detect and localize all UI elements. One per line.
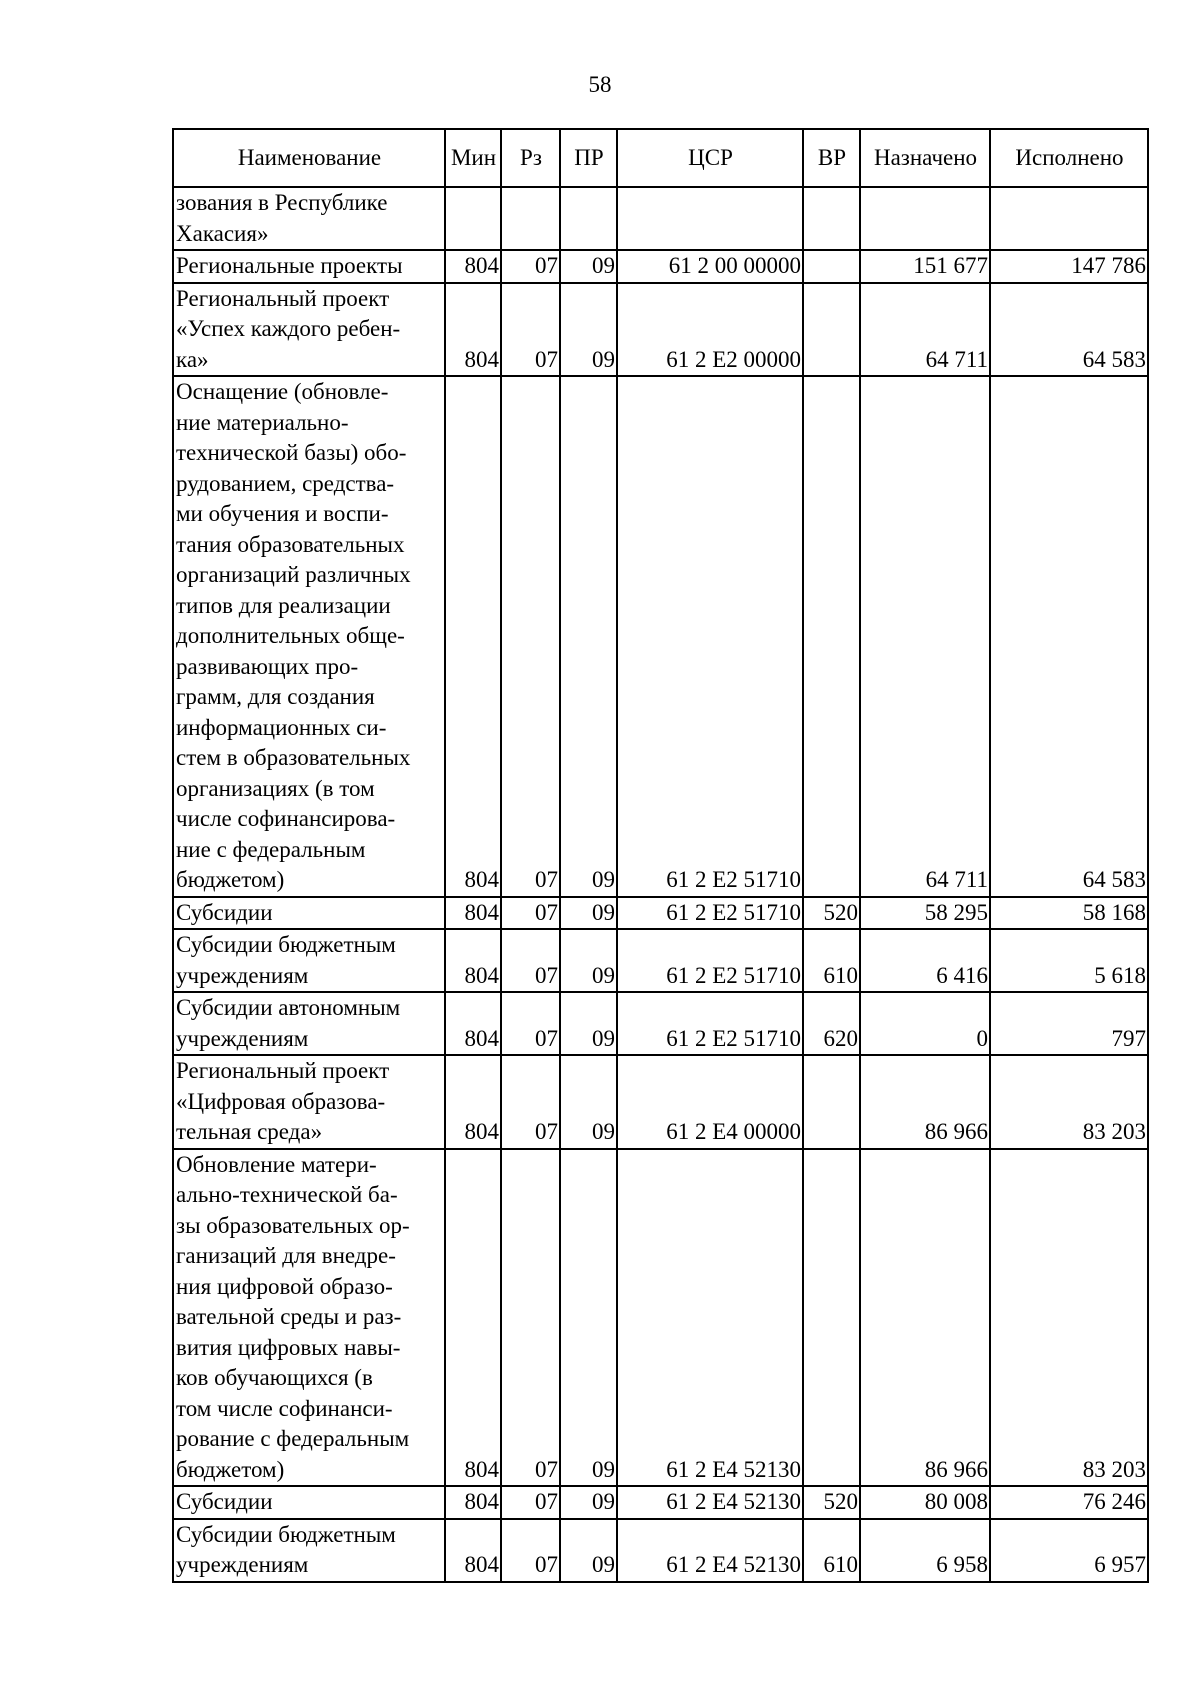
cell-rz: 07 [501, 1055, 560, 1149]
cell-vr: 610 [803, 1519, 860, 1582]
cell-min: 804 [445, 897, 501, 930]
header-row [173, 129, 1148, 187]
cell-assigned: 80 008 [860, 1486, 990, 1519]
cell-pr: 09 [560, 376, 617, 897]
table-row [173, 1486, 1148, 1519]
cell-executed: 797 [990, 992, 1148, 1055]
cell-name-line: ганизаций для внедре- [176, 1243, 396, 1268]
cell-name-line: зования в Республике [176, 190, 388, 215]
cell-name-line: Субсидии бюджетным [176, 932, 396, 957]
cell-rz: 07 [501, 376, 560, 897]
cell-name [173, 1055, 445, 1149]
cell-name-line: ально-технической ба- [176, 1182, 398, 1207]
cell-name [173, 283, 445, 377]
table-row [173, 250, 1148, 283]
cell-pr: 09 [560, 992, 617, 1055]
cell-name-line: вития цифровых навы- [176, 1334, 401, 1360]
cell-name-line: дополнительных обще- [176, 623, 405, 648]
cell-csr: 61 2 E2 51710 [617, 897, 803, 930]
cell-rz: 07 [501, 992, 560, 1055]
cell-executed: 83 203 [990, 1055, 1148, 1149]
table-row [173, 929, 1148, 992]
cell-name-line: Региональный проект [176, 1058, 390, 1083]
cell-pr: 09 [560, 1486, 617, 1519]
cell-executed: 64 583 [990, 376, 1148, 897]
cell-name-line: ми обучения и воспи- [176, 501, 389, 526]
cell-pr: 09 [560, 250, 617, 283]
cell-name-line: стем в образовательных [176, 745, 411, 770]
cell-min [445, 187, 501, 250]
cell-vr: 520 [803, 897, 860, 930]
cell-vr [803, 1055, 860, 1149]
cell-name-line: учреждениям [176, 962, 309, 988]
cell-min: 804 [445, 376, 501, 897]
cell-name-line: организациях (в том [176, 775, 375, 801]
table-row [173, 897, 1148, 930]
cell-name-line: технической базы) обо- [176, 440, 407, 465]
cell-name-line: Субсидии [176, 1489, 273, 1514]
cell-min: 804 [445, 1055, 501, 1149]
cell-name-line: ние с федеральным [176, 836, 366, 862]
cell-name-line: грамм, для создания [176, 684, 375, 709]
table-row [173, 992, 1148, 1055]
cell-name-line: ния цифровой образо- [176, 1273, 393, 1299]
table-row [173, 1149, 1148, 1487]
cell-name-line: числе софинансирова- [176, 806, 396, 831]
cell-name-line: информационных си- [176, 714, 387, 740]
cell-name-line: тельная среда» [176, 1119, 323, 1144]
cell-name-line: организаций различных [176, 562, 411, 587]
header-vr: ВР [803, 129, 860, 187]
cell-executed: 58 168 [990, 897, 1148, 930]
cell-pr: 09 [560, 897, 617, 930]
cell-min: 804 [445, 1519, 501, 1582]
header-executed: Исполнено [990, 129, 1148, 187]
cell-rz: 07 [501, 1486, 560, 1519]
table-row [173, 1519, 1148, 1582]
cell-assigned: 6 958 [860, 1519, 990, 1582]
cell-csr: 61 2 E4 00000 [617, 1055, 803, 1149]
page-number: 58 [588, 72, 612, 97]
cell-executed [990, 187, 1148, 250]
cell-name-line: Субсидии [176, 899, 273, 925]
cell-vr: 520 [803, 1486, 860, 1519]
cell-executed: 76 246 [990, 1486, 1148, 1519]
cell-csr: 61 2 E4 52130 [617, 1149, 803, 1487]
cell-name-line: Субсидии автономным [176, 995, 401, 1020]
cell-csr: 61 2 E2 00000 [617, 283, 803, 377]
cell-csr [617, 187, 803, 250]
cell-rz: 07 [501, 897, 560, 930]
cell-rz: 07 [501, 283, 560, 377]
cell-name-line: вательной среды и раз- [176, 1304, 402, 1329]
cell-assigned: 151 677 [860, 250, 990, 283]
cell-name [173, 1519, 445, 1582]
header-csr: ЦСР [617, 129, 803, 187]
cell-name-line: Хакасия» [176, 220, 269, 246]
cell-name-line: Региональные проекты [176, 253, 403, 278]
cell-name-line: Субсидии бюджетным [176, 1521, 396, 1547]
cell-min: 804 [445, 929, 501, 992]
cell-csr: 61 2 E2 51710 [617, 376, 803, 897]
cell-vr: 620 [803, 992, 860, 1055]
cell-rz: 07 [501, 1519, 560, 1582]
cell-name [173, 1486, 445, 1519]
table-row [173, 187, 1148, 250]
header-name: Наименование [173, 129, 445, 187]
cell-min: 804 [445, 283, 501, 377]
cell-name [173, 187, 445, 250]
table-row [173, 1055, 1148, 1149]
cell-name-line: «Цифровая образова- [176, 1088, 386, 1114]
table-body [173, 187, 1148, 1582]
cell-executed: 6 957 [990, 1519, 1148, 1582]
cell-name [173, 929, 445, 992]
cell-name-line: бюджетом) [176, 1456, 285, 1482]
cell-vr [803, 1149, 860, 1487]
cell-csr: 61 2 E4 52130 [617, 1519, 803, 1582]
cell-name-line: ка» [176, 346, 209, 372]
cell-vr [803, 283, 860, 377]
cell-csr: 61 2 E2 51710 [617, 929, 803, 992]
cell-csr: 61 2 E2 51710 [617, 992, 803, 1055]
cell-name-line: учреждениям [176, 1552, 309, 1577]
cell-pr: 09 [560, 929, 617, 992]
table-header [173, 129, 1148, 187]
cell-csr: 61 2 E4 52130 [617, 1486, 803, 1519]
cell-name-line: бюджетом) [176, 867, 285, 892]
cell-name-line: тания образовательных [176, 531, 405, 557]
table-row [173, 283, 1148, 377]
cell-min: 804 [445, 992, 501, 1055]
cell-executed: 5 618 [990, 929, 1148, 992]
cell-vr: 610 [803, 929, 860, 992]
cell-name-line: рудованием, средства- [176, 470, 395, 496]
table-row [173, 376, 1148, 897]
cell-pr: 09 [560, 1149, 617, 1487]
cell-min: 804 [445, 1149, 501, 1487]
cell-rz [501, 187, 560, 250]
cell-assigned: 86 966 [860, 1149, 990, 1487]
cell-assigned: 64 711 [860, 376, 990, 897]
header-assigned: Назначено [860, 129, 990, 187]
cell-name-line: Обновление матери- [176, 1151, 377, 1177]
cell-min: 804 [445, 1486, 501, 1519]
cell-name-line: типов для реализации [176, 592, 391, 618]
cell-assigned: 6 416 [860, 929, 990, 992]
header-rz: Рз [501, 129, 560, 187]
cell-rz: 07 [501, 1149, 560, 1487]
cell-assigned: 58 295 [860, 897, 990, 930]
cell-assigned: 86 966 [860, 1055, 990, 1149]
cell-executed: 64 583 [990, 283, 1148, 377]
cell-name [173, 992, 445, 1055]
cell-pr: 09 [560, 1519, 617, 1582]
cell-name [173, 250, 445, 283]
cell-name-line: рование с федеральным [176, 1426, 410, 1451]
cell-name-line: зы образовательных ор- [176, 1212, 410, 1238]
cell-vr [803, 250, 860, 283]
cell-name-line: ков обучающихся (в [176, 1365, 373, 1390]
cell-name-line: Региональный проект [176, 285, 390, 311]
cell-name [173, 1149, 445, 1487]
cell-min: 804 [445, 250, 501, 283]
cell-name-line: развивающих про- [176, 653, 359, 679]
cell-vr [803, 376, 860, 897]
cell-rz: 07 [501, 250, 560, 283]
cell-pr [560, 187, 617, 250]
header-pr: ПР [560, 129, 617, 187]
cell-vr [803, 187, 860, 250]
cell-pr: 09 [560, 1055, 617, 1149]
cell-assigned [860, 187, 990, 250]
cell-name-line: учреждениям [176, 1025, 309, 1051]
cell-name-line: Оснащение (обновле- [176, 379, 389, 404]
cell-rz: 07 [501, 929, 560, 992]
header-min: Мин [445, 129, 501, 187]
budget-table [172, 128, 1149, 1583]
cell-executed: 83 203 [990, 1149, 1148, 1487]
cell-name-line: ние материально- [176, 409, 349, 435]
cell-csr: 61 2 00 00000 [617, 250, 803, 283]
cell-assigned: 64 711 [860, 283, 990, 377]
cell-assigned: 0 [860, 992, 990, 1055]
cell-name [173, 897, 445, 930]
cell-name [173, 376, 445, 897]
cell-name-line: «Успех каждого ребен- [176, 316, 401, 341]
cell-executed: 147 786 [990, 250, 1148, 283]
cell-pr: 09 [560, 283, 617, 377]
cell-name-line: том числе софинанси- [176, 1395, 393, 1421]
